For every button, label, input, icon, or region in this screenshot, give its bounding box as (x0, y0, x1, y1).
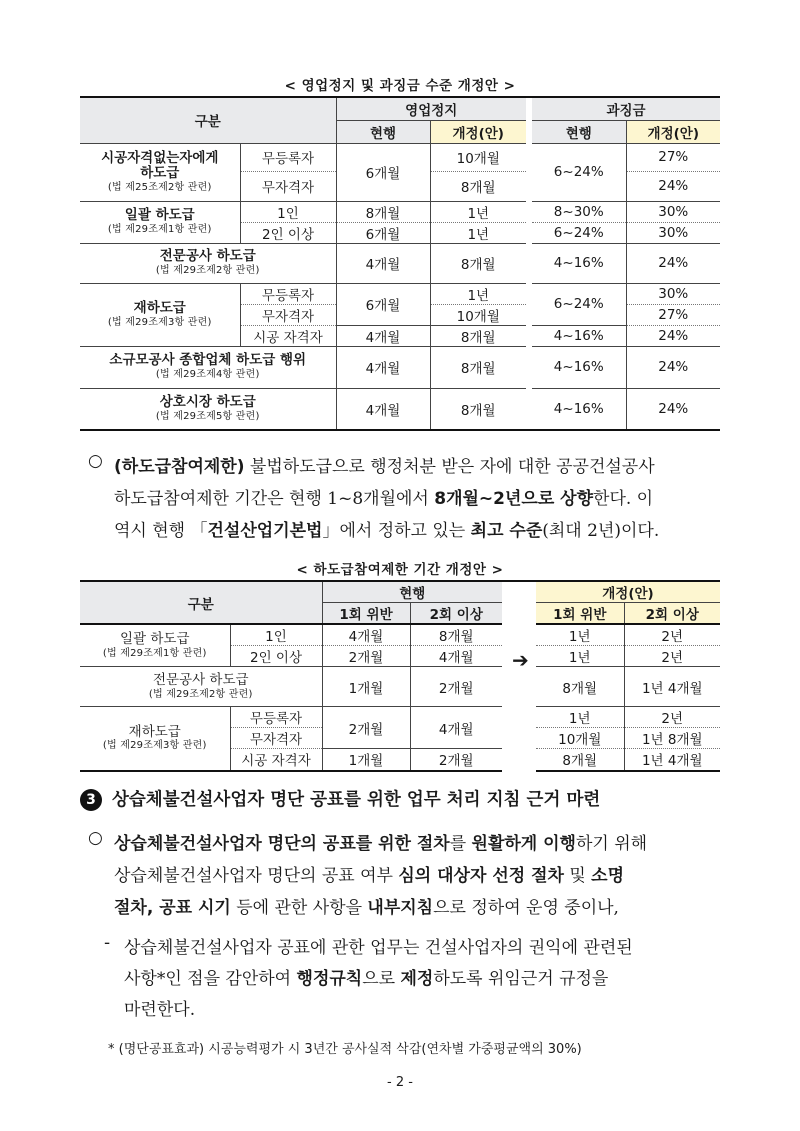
header-first: 1회 위반 (536, 603, 624, 625)
text: 역시 현행 「 (114, 521, 208, 541)
header-current: 현행 (336, 120, 430, 143)
cell: 30% (626, 201, 720, 222)
header-current: 현행 (322, 581, 502, 603)
cell: 10개월 (430, 143, 526, 171)
cell: 8개월 (430, 171, 526, 201)
law-reference: (법 제29조제3항 관련) (102, 740, 207, 752)
cell: 6개월 (336, 143, 430, 201)
cell: 6~24% (532, 283, 626, 325)
cell: 6~24% (532, 222, 626, 243)
law-reference: (법 제29조제2항 관련) (148, 688, 253, 700)
bold-text: 8개월~2년으로 상향 (434, 489, 594, 509)
law-reference: (법 제29조제1항 관련) (107, 224, 212, 235)
bold-text: 건설산업기본법 (207, 521, 323, 541)
bold-text: 절차, 공표 시기 (114, 898, 231, 918)
cell: 1년 8개월 (624, 728, 720, 749)
header-penalty: 과징금 (532, 97, 720, 120)
cell: 8개월 (536, 749, 624, 771)
category-label: 일괄 하도급 (120, 631, 190, 648)
text: 상습체불건설사업자 공표에 관한 업무는 건설사업자의 권익에 관련된 (124, 938, 633, 958)
cell: 1년 (430, 222, 526, 243)
table1-caption: < 영업정지 및 과징금 수준 개정안 > (284, 78, 516, 94)
text: 하기 위해 (575, 834, 648, 854)
paragraph-disclosure-procedure (114, 828, 734, 924)
cell: 2년 (624, 707, 720, 728)
cell: 4개월 (410, 707, 502, 749)
bullet: ○ (88, 451, 103, 471)
cell: 27% (626, 143, 720, 171)
category-label: 소규모공사 종합업체 하도급 행위 (109, 352, 307, 369)
cell: 4개월 (336, 243, 430, 283)
cell: 8개월 (430, 388, 526, 430)
header-first: 1회 위반 (322, 603, 410, 625)
section-title: 상습체불건설사업자 명단 공표를 위한 업무 처리 지침 근거 마련 (112, 790, 601, 810)
cell: 4~16% (553, 400, 604, 417)
cell: 24% (626, 243, 720, 283)
row-category (80, 201, 240, 243)
category-label: 시공자격없는자에게 (101, 149, 219, 166)
cell: 24% (626, 388, 720, 430)
cell: 1개월 (322, 749, 410, 771)
sub-category: 2인 이상 (230, 646, 322, 667)
cell: 2년 (624, 624, 720, 646)
row-category (80, 707, 230, 771)
bold-text: 행정규칙 (296, 969, 363, 989)
text: 불법하도급으로 행정처분 받은 자에 대한 공공건설공사 (244, 457, 655, 477)
text: (최대 2년)이다. (542, 521, 660, 541)
row-category (80, 388, 336, 430)
cell: 1개월 (322, 667, 410, 707)
text: 및 (563, 866, 592, 886)
cell: 4개월 (410, 646, 502, 667)
text: 하도록 위임근거 규정을 (433, 969, 609, 989)
text: 으로 정하여 운영 중이나, (433, 898, 619, 918)
row-category (80, 346, 336, 388)
bold-text: 심의 대상자 선정 절차 (398, 866, 564, 886)
law-reference: (법 제29조제4항 관련) (155, 369, 260, 380)
text: 으로 (362, 969, 401, 989)
row-category (80, 143, 240, 201)
category-label: 일괄 하도급 (124, 207, 195, 224)
header-revised: 개정(안) (626, 120, 720, 143)
paragraph-subcontract-restriction (114, 451, 734, 547)
cell: 4개월 (336, 325, 430, 346)
header-second: 2회 이상 (624, 603, 720, 625)
cell: 4개월 (336, 346, 430, 388)
cell: 1년 (536, 624, 624, 646)
bold-text: 내부지침 (367, 898, 434, 918)
text: 마련한다. (124, 1000, 196, 1020)
law-reference: (법 제29조제5항 관련) (155, 410, 260, 422)
category-label: 재하도급 (128, 724, 181, 741)
category-label: 전문공사 하도급 (152, 672, 249, 689)
bullet: ○ (88, 828, 103, 848)
section-heading (80, 786, 600, 811)
page-number: - 2 - (387, 1075, 413, 1090)
cell: 8개월 (410, 624, 502, 646)
text: 를 (449, 834, 472, 854)
paragraph-delegation (124, 933, 734, 1026)
cell: 4~16% (532, 346, 626, 388)
cell: 6~24% (532, 143, 626, 201)
bold-text: 제정 (400, 969, 434, 989)
cell: 8개월 (430, 346, 526, 388)
sanction-table (80, 96, 720, 431)
row-category (80, 624, 230, 667)
cell: 10개월 (536, 728, 624, 749)
header-current: 현행 (532, 120, 626, 143)
cell: 30% (626, 283, 720, 304)
header-gubun: 구분 (80, 97, 336, 143)
cell: 1년 4개월 (624, 667, 720, 707)
cell: 1년 4개월 (624, 749, 720, 771)
sub-category: 2인 이상 (240, 222, 336, 243)
law-reference: (법 제25조제2항 관련) (107, 181, 212, 193)
bold-text: 최고 수준 (470, 521, 543, 541)
text: 상습체불건설사업자 명단의 공표 여부 (114, 866, 399, 886)
number-circle-icon: 3 (80, 789, 102, 811)
sub-category: 무자격자 (230, 728, 322, 749)
arrow-right-icon: ➔ (512, 648, 529, 672)
law-reference: (법 제29조제2항 관련) (155, 265, 260, 276)
sub-category: 무자격자 (240, 304, 336, 325)
cell: 1년 (536, 707, 624, 728)
cell: 1년 (536, 646, 624, 667)
cell: 30% (626, 222, 720, 243)
text: 한다. 이 (593, 489, 654, 509)
cell: 2개월 (322, 646, 410, 667)
cell: 8개월 (430, 243, 526, 283)
cell: 2개월 (322, 707, 410, 749)
row-category (80, 243, 336, 283)
category-label: 상호시장 하도급 (159, 394, 256, 411)
category-label: 전문공사 하도급 (159, 248, 256, 265)
cell: 24% (626, 171, 720, 201)
header-revised: 개정(안) (430, 120, 526, 143)
cell: 8개월 (536, 667, 624, 707)
text: 사항*인 점을 감안하여 (124, 969, 297, 989)
cell: 24% (626, 325, 720, 346)
law-reference: (법 제29조제3항 관련) (107, 316, 212, 328)
footnote: * (명단공표효과) 시공능력평가 시 3년간 공사실적 삭감(연차별 가중평균액의 30%) (108, 1042, 582, 1057)
cell: 2년 (624, 646, 720, 667)
cell: 6개월 (336, 222, 430, 243)
sub-category: 무등록자 (240, 143, 336, 171)
cell: 1년 (430, 283, 526, 304)
sub-category: 무등록자 (230, 707, 322, 728)
dash-bullet: - (104, 933, 111, 953)
text: 하도급참여제한 기간은 현행 1~8개월에서 (114, 489, 435, 509)
row-category (80, 283, 240, 346)
law-reference: (법 제29조제1항 관련) (102, 647, 207, 659)
sub-category: 무등록자 (240, 283, 336, 304)
cell: 8개월 (336, 201, 430, 222)
category-label: 하도급 (140, 165, 180, 182)
sub-category: 시공 자격자 (240, 325, 336, 346)
row-category (80, 667, 322, 707)
restriction-period-table (80, 580, 720, 772)
table2-caption: < 하도급참여제한 기간 개정안 > (296, 562, 504, 578)
header-second: 2회 이상 (410, 603, 502, 625)
bold-text: 소명 (591, 866, 625, 886)
cell: 8개월 (430, 325, 526, 346)
cell: 2개월 (410, 749, 502, 771)
bold-text: 상습체불건설사업자 명단의 공표를 위한 절차 (114, 834, 450, 854)
sub-category: 무자격자 (240, 171, 336, 201)
sub-category: 시공 자격자 (230, 749, 322, 771)
header-gubun: 구분 (80, 581, 322, 624)
cell: 8~30% (532, 201, 626, 222)
cell: 4~16% (532, 243, 626, 283)
sub-category: 1인 (230, 624, 322, 646)
cell: 4개월 (322, 624, 410, 646)
sub-category: 1인 (240, 201, 336, 222)
bold-text: (하도급참여제한) (114, 457, 245, 477)
cell: 1년 (430, 201, 526, 222)
header-revised: 개정(안) (536, 581, 720, 603)
cell: 2개월 (410, 667, 502, 707)
cell: 4개월 (336, 388, 430, 430)
category-label: 재하도급 (133, 299, 186, 316)
bold-text: 원활하게 이행 (471, 834, 576, 854)
text: 등에 관한 사항을 (230, 898, 368, 918)
cell: 6개월 (336, 283, 430, 325)
cell: 4~16% (532, 325, 626, 346)
cell: 27% (626, 304, 720, 325)
cell: 24% (626, 346, 720, 388)
text: 」에서 정하고 있는 (322, 521, 471, 541)
header-suspension: 영업정지 (336, 97, 526, 120)
cell: 10개월 (430, 304, 526, 325)
